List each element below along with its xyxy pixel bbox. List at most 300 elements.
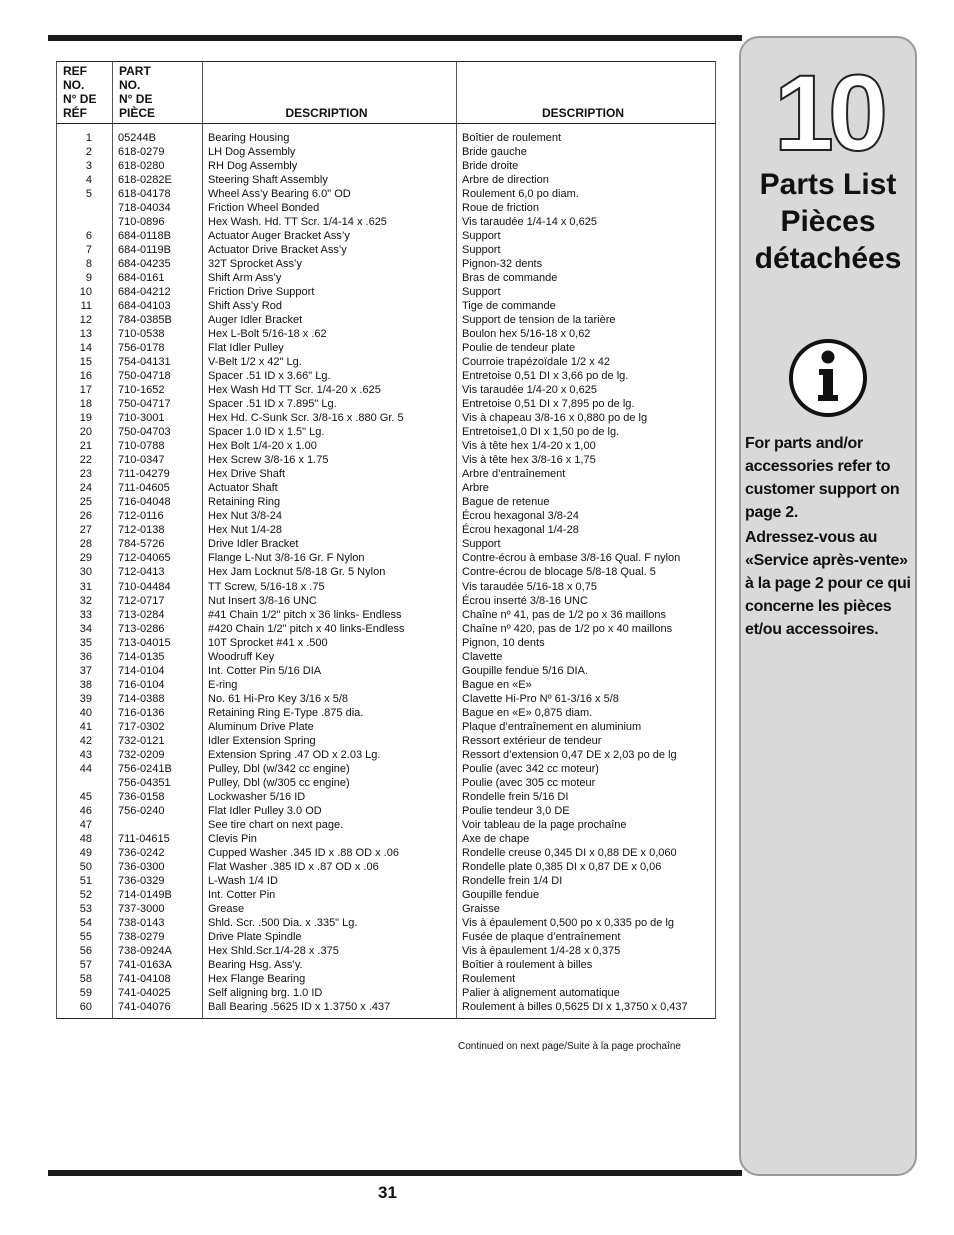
cell-description-fr: Arbre	[457, 481, 716, 495]
cell-ref-no: 53	[57, 902, 113, 916]
table-row	[57, 944, 716, 958]
table-row	[57, 467, 716, 481]
cell-description-fr: Vis à tête hex 3/8-16 x 1,75	[457, 453, 716, 467]
cell-ref-no: 25	[57, 495, 113, 509]
table-row	[57, 790, 716, 804]
cell-ref-no: 55	[57, 930, 113, 944]
cell-description-fr: Rondelle frein 5/16 DI	[457, 790, 716, 804]
cell-part-no: 712-0413	[113, 565, 203, 579]
cell-description-fr: Bras de commande	[457, 271, 716, 285]
table-row	[57, 495, 716, 509]
cell-description-fr: Vis taraudée 5/16-18 x 0,75	[457, 580, 716, 594]
table-row	[57, 341, 716, 355]
cell-ref-no: 14	[57, 341, 113, 355]
cell-part-no: 712-0717	[113, 594, 203, 608]
cell-description-en: Retaining Ring	[203, 495, 457, 509]
cell-description-en: #420 Chain 1/2" pitch x 40 links-Endless	[203, 622, 457, 636]
cell-description-fr: Arbre de direction	[457, 173, 716, 187]
table-row	[57, 537, 716, 551]
cell-ref-no: 46	[57, 804, 113, 818]
cell-part-no: 711-04279	[113, 467, 203, 481]
table-row	[57, 804, 716, 818]
table-row	[57, 397, 716, 411]
cell-part-no: 684-0119B	[113, 243, 203, 257]
cell-description-en: Hex Screw 3/8-16 x 1.75	[203, 453, 457, 467]
cell-part-no: 684-04103	[113, 299, 203, 313]
cell-part-no: 713-04015	[113, 636, 203, 650]
cell-ref-no: 56	[57, 944, 113, 958]
table-row	[57, 930, 716, 944]
cell-ref-no: 10	[57, 285, 113, 299]
cell-description-en: Actuator Drive Bracket Ass’y	[203, 243, 457, 257]
cell-description-fr: Rondelle creuse 0,345 DI x 0,88 DE x 0,060	[457, 846, 716, 860]
cell-part-no: 784-0385B	[113, 313, 203, 327]
cell-part-no: 714-0149B	[113, 888, 203, 902]
cell-part-no: 713-0284	[113, 608, 203, 622]
table-row	[57, 159, 716, 173]
cell-part-no: 684-04212	[113, 285, 203, 299]
cell-description-fr: Contre-écrou à embase 3/8-16 Qual. F nylon	[457, 551, 716, 565]
cell-part-no: 736-0242	[113, 846, 203, 860]
cell-ref-no: 60	[57, 1000, 113, 1019]
cell-part-no: 684-0118B	[113, 229, 203, 243]
cell-ref-no: 17	[57, 383, 113, 397]
table-row	[57, 678, 716, 692]
cell-part-no: 756-0178	[113, 341, 203, 355]
table-row	[57, 776, 716, 790]
table-row	[57, 145, 716, 159]
header-description-en: DESCRIPTION	[203, 62, 457, 124]
support-note-en: For parts and/or accessories refer to customer support on page 2.	[745, 435, 900, 521]
cell-part-no: 710-0896	[113, 215, 203, 229]
cell-ref-no: 38	[57, 678, 113, 692]
table-row	[57, 706, 716, 720]
cell-part-no: 738-0143	[113, 916, 203, 930]
cell-ref-no: 12	[57, 313, 113, 327]
table-row	[57, 369, 716, 383]
chapter-title-line-1: Parts List	[759, 168, 897, 201]
cell-description-fr: Écrou hexagonal 1/4-28	[457, 523, 716, 537]
cell-description-en: Flat Idler Pulley	[203, 341, 457, 355]
cell-description-en: Hex Hd. C-Sunk Scr. 3/8-16 x .880 Gr. 5	[203, 411, 457, 425]
header-description-fr: DESCRIPTION	[457, 62, 716, 124]
cell-part-no: 716-0104	[113, 678, 203, 692]
cell-description-fr: Écrou inserté 3/8-16 UNC	[457, 594, 716, 608]
cell-description-fr: Vis à chapeau 3/8-16 x 0,880 po de lg	[457, 411, 716, 425]
cell-description-fr: Roulement	[457, 972, 716, 986]
support-note-fr: Adressez-vous au «Service après-vente» à la page 2 pour ce qui concerne les pièces et/ou accessoires.	[745, 529, 911, 638]
cell-description-en: Hex Jam Locknut 5/8-18 Gr. 5 Nylon	[203, 565, 457, 579]
cell-description-en: Auger Idler Bracket	[203, 313, 457, 327]
chapter-sidebar	[739, 36, 917, 1176]
table-row	[57, 383, 716, 397]
cell-description-en: Clevis Pin	[203, 832, 457, 846]
cell-description-en: 32T Sprocket Ass’y	[203, 257, 457, 271]
cell-part-no: 716-0136	[113, 706, 203, 720]
cell-description-en: Grease	[203, 902, 457, 916]
table-row	[57, 355, 716, 369]
cell-ref-no: 57	[57, 958, 113, 972]
table-row	[57, 201, 716, 215]
cell-description-en: Hex Shld.Scr.1/4-28 x .375	[203, 944, 457, 958]
table-row	[57, 1000, 716, 1019]
cell-ref-no: 5	[57, 187, 113, 201]
cell-part-no: 741-04108	[113, 972, 203, 986]
cell-part-no: 736-0329	[113, 874, 203, 888]
table-header-row	[57, 62, 716, 124]
cell-ref-no: 23	[57, 467, 113, 481]
cell-description-en: Steering Shaft Assembly	[203, 173, 457, 187]
cell-description-en: Cupped Washer .345 ID x .88 OD x .06	[203, 846, 457, 860]
page-number: 31	[378, 1183, 397, 1202]
cell-description-en: Shift Arm Ass’y	[203, 271, 457, 285]
cell-description-fr: Boîtier de roulement	[457, 124, 716, 146]
cell-description-fr: Boulon hex 5/16-18 x 0,62	[457, 327, 716, 341]
cell-part-no: 732-0121	[113, 734, 203, 748]
cell-description-en: Flat Washer .385 ID x .87 OD x .06	[203, 860, 457, 874]
cell-description-fr: Bague en «E»	[457, 678, 716, 692]
cell-description-fr: Poulie (avec 305 cc moteur	[457, 776, 716, 790]
cell-description-fr: Boîtier à roulement à billes	[457, 958, 716, 972]
cell-description-en: V-Belt 1/2 x 42" Lg.	[203, 355, 457, 369]
cell-description-en: Spacer 1.0 ID x 1.5" Lg.	[203, 425, 457, 439]
table-row	[57, 874, 716, 888]
cell-description-fr: Support	[457, 537, 716, 551]
cell-description-en: Ball Bearing .5625 ID x 1.3750 x .437	[203, 1000, 457, 1019]
cell-ref-no: 58	[57, 972, 113, 986]
table-row	[57, 664, 716, 678]
table-row	[57, 734, 716, 748]
cell-description-fr: Goupille fendue 5/16 DIA.	[457, 664, 716, 678]
cell-ref-no: 15	[57, 355, 113, 369]
cell-part-no: 05244B	[113, 124, 203, 146]
cell-part-no: 710-0538	[113, 327, 203, 341]
table-row	[57, 594, 716, 608]
chapter-title	[741, 166, 915, 277]
table-row	[57, 124, 716, 146]
cell-description-en: Flat Idler Pulley 3.0 OD	[203, 804, 457, 818]
cell-description-fr: Goupille fendue	[457, 888, 716, 902]
cell-part-no: 750-04718	[113, 369, 203, 383]
cell-description-en: Lockwasher 5/16 ID	[203, 790, 457, 804]
cell-description-en: LH Dog Assembly	[203, 145, 457, 159]
table-row	[57, 608, 716, 622]
cell-description-en: Drive Idler Bracket	[203, 537, 457, 551]
cell-ref-no: 13	[57, 327, 113, 341]
cell-part-no: 741-04076	[113, 1000, 203, 1019]
cell-description-en: Shld. Scr. .500 Dia. x .335" Lg.	[203, 916, 457, 930]
parts-table	[56, 61, 716, 1019]
table-row	[57, 313, 716, 327]
parts-table-body	[57, 124, 716, 1019]
cell-description-en: Friction Drive Support	[203, 285, 457, 299]
cell-description-fr: Graisse	[457, 902, 716, 916]
table-row	[57, 271, 716, 285]
chapter-number: 10	[773, 52, 883, 173]
chapter-title-line-2: Pièces	[780, 205, 876, 238]
cell-description-en: Aluminum Drive Plate	[203, 720, 457, 734]
cell-description-fr: Ressort d’extension 0,47 DE x 2,03 po de lg	[457, 748, 716, 762]
cell-description-en: Hex Nut 1/4-28	[203, 523, 457, 537]
cell-description-en: Spacer .51 ID x 3.66" Lg.	[203, 369, 457, 383]
table-row	[57, 509, 716, 523]
cell-ref-no: 30	[57, 565, 113, 579]
cell-part-no: 618-04178	[113, 187, 203, 201]
cell-description-en: E-ring	[203, 678, 457, 692]
table-row	[57, 958, 716, 972]
cell-part-no: 710-0347	[113, 453, 203, 467]
cell-description-fr: Bride gauche	[457, 145, 716, 159]
cell-ref-no: 19	[57, 411, 113, 425]
cell-ref-no: 33	[57, 608, 113, 622]
cell-part-no: 756-04351	[113, 776, 203, 790]
cell-description-en: Friction Wheel Bonded	[203, 201, 457, 215]
cell-ref-no: 48	[57, 832, 113, 846]
cell-description-en: No. 61 Hi-Pro Key 3/16 x 5/8	[203, 692, 457, 706]
cell-ref-no: 37	[57, 664, 113, 678]
cell-description-fr: Chaîne nº 41, pas de 1/2 po x 36 maillons	[457, 608, 716, 622]
cell-description-fr: Courroie trapézoïdale 1/2 x 42	[457, 355, 716, 369]
cell-ref-no: 32	[57, 594, 113, 608]
cell-description-en: Hex L-Bolt 5/16-18 x .62	[203, 327, 457, 341]
cell-part-no: 732-0209	[113, 748, 203, 762]
table-row	[57, 860, 716, 874]
cell-ref-no: 1	[57, 124, 113, 146]
cell-part-no: 754-04131	[113, 355, 203, 369]
cell-description-fr: Clavette	[457, 650, 716, 664]
cell-description-fr: Roulement 6,0 po diam.	[457, 187, 716, 201]
header-ref-no: REF NO. N° DE RÉF	[57, 62, 113, 124]
cell-description-en: Spacer .51 ID x 7.895" Lg.	[203, 397, 457, 411]
cell-description-en: Retaining Ring E-Type .875 dia.	[203, 706, 457, 720]
cell-description-en: #41 Chain 1/2" pitch x 36 links- Endless	[203, 608, 457, 622]
cell-description-fr: Tige de commande	[457, 299, 716, 313]
cell-description-en: Woodruff Key	[203, 650, 457, 664]
cell-description-fr: Axe de chape	[457, 832, 716, 846]
cell-ref-no: 7	[57, 243, 113, 257]
cell-part-no: 714-0388	[113, 692, 203, 706]
cell-description-fr: Rondelle frein 1/4 DI	[457, 874, 716, 888]
cell-ref-no: 44	[57, 762, 113, 776]
cell-description-fr: Fusée de plaque d’entraînement	[457, 930, 716, 944]
cell-part-no: 684-0161	[113, 271, 203, 285]
cell-part-no: 738-0279	[113, 930, 203, 944]
cell-ref-no: 4	[57, 173, 113, 187]
cell-description-en: Hex Wash. Hd. TT Scr. 1/4-14 x .625	[203, 215, 457, 229]
cell-part-no: 711-04605	[113, 481, 203, 495]
cell-part-no: 750-04717	[113, 397, 203, 411]
cell-ref-no	[57, 201, 113, 215]
cell-description-fr: Pignon, 10 dents	[457, 636, 716, 650]
cell-part-no	[113, 818, 203, 832]
cell-ref-no: 3	[57, 159, 113, 173]
cell-ref-no: 6	[57, 229, 113, 243]
cell-ref-no: 49	[57, 846, 113, 860]
cell-description-fr: Écrou hexagonal 3/8-24	[457, 509, 716, 523]
table-row	[57, 846, 716, 860]
table-row	[57, 636, 716, 650]
cell-part-no: 712-0116	[113, 509, 203, 523]
cell-description-en: Pulley, Dbl (w/305 cc engine)	[203, 776, 457, 790]
cell-ref-no: 22	[57, 453, 113, 467]
table-row	[57, 187, 716, 201]
cell-description-fr: Contre-écrou de blocage 5/8-18 Qual. 5	[457, 565, 716, 579]
cell-description-fr: Support	[457, 243, 716, 257]
cell-description-fr: Vis à épaulement 1/4-28 x 0,375	[457, 944, 716, 958]
chapter-title-line-3: détachées	[754, 242, 902, 275]
cell-ref-no: 27	[57, 523, 113, 537]
table-row	[57, 720, 716, 734]
cell-description-en: Extension Spring .47 OD x 2.03 Lg.	[203, 748, 457, 762]
cell-part-no: 713-0286	[113, 622, 203, 636]
cell-description-en: Idler Extension Spring	[203, 734, 457, 748]
cell-part-no: 618-0279	[113, 145, 203, 159]
cell-description-en: Bearing Housing	[203, 124, 457, 146]
table-row	[57, 692, 716, 706]
cell-ref-no: 24	[57, 481, 113, 495]
cell-description-en: Int. Cotter Pin	[203, 888, 457, 902]
cell-part-no: 738-0924A	[113, 944, 203, 958]
cell-description-fr: Entretoise 0,51 DI x 7,895 po de lg.	[457, 397, 716, 411]
cell-part-no: 716-04048	[113, 495, 203, 509]
cell-description-en: RH Dog Assembly	[203, 159, 457, 173]
cell-part-no: 741-04025	[113, 986, 203, 1000]
cell-description-fr: Roulement à billes 0,5625 DI x 1,3750 x 0,437	[457, 1000, 716, 1019]
cell-ref-no: 8	[57, 257, 113, 271]
continued-note: Continued on next page/Suite à la page prochaîne	[458, 1041, 681, 1052]
cell-description-fr: Poulie (avec 342 cc moteur)	[457, 762, 716, 776]
table-row	[57, 173, 716, 187]
cell-description-fr: Bague de retenue	[457, 495, 716, 509]
cell-part-no: 717-0302	[113, 720, 203, 734]
cell-description-en: Shift Ass’y Rod	[203, 299, 457, 313]
cell-description-fr: Vis taraudée 1/4-14 x 0,625	[457, 215, 716, 229]
cell-ref-no: 59	[57, 986, 113, 1000]
cell-description-en: Actuator Auger Bracket Ass’y	[203, 229, 457, 243]
cell-part-no: 750-04703	[113, 425, 203, 439]
cell-description-en: Pulley, Dbl (w/342 cc engine)	[203, 762, 457, 776]
cell-description-en: Hex Bolt 1/4-20 x 1.00	[203, 439, 457, 453]
cell-part-no: 714-0104	[113, 664, 203, 678]
table-row	[57, 916, 716, 930]
table-row	[57, 650, 716, 664]
cell-part-no: 712-0138	[113, 523, 203, 537]
cell-description-fr: Bride droite	[457, 159, 716, 173]
cell-part-no: 784-5726	[113, 537, 203, 551]
table-row	[57, 551, 716, 565]
cell-part-no: 711-04615	[113, 832, 203, 846]
cell-ref-no: 2	[57, 145, 113, 159]
cell-ref-no: 35	[57, 636, 113, 650]
table-row	[57, 299, 716, 313]
cell-description-en: Int. Cotter Pin 5/16 DIA	[203, 664, 457, 678]
cell-ref-no	[57, 215, 113, 229]
cell-description-fr: Rondelle plate 0,385 DI x 0,87 DE x 0,06	[457, 860, 716, 874]
cell-description-en: Self aligning brg. 1.0 ID	[203, 986, 457, 1000]
cell-part-no: 718-04034	[113, 201, 203, 215]
table-row	[57, 453, 716, 467]
cell-description-fr: Vis taraudée 1/4-20 x 0,625	[457, 383, 716, 397]
cell-part-no: 741-0163A	[113, 958, 203, 972]
cell-ref-no	[57, 776, 113, 790]
table-row	[57, 888, 716, 902]
cell-description-fr: Poulie tendeur 3,0 DE	[457, 804, 716, 818]
cell-description-en: Flange L-Nut 3/8-16 Gr. F Nylon	[203, 551, 457, 565]
cell-part-no: 618-0280	[113, 159, 203, 173]
table-row	[57, 986, 716, 1000]
table-row	[57, 580, 716, 594]
cell-ref-no: 29	[57, 551, 113, 565]
table-row	[57, 622, 716, 636]
cell-description-en: Hex Drive Shaft	[203, 467, 457, 481]
table-row	[57, 215, 716, 229]
table-row	[57, 411, 716, 425]
cell-description-fr: Support	[457, 285, 716, 299]
cell-ref-no: 18	[57, 397, 113, 411]
cell-part-no: 618-0282E	[113, 173, 203, 187]
table-row	[57, 327, 716, 341]
cell-description-fr: Vis à épaulement 0,500 po x 0,335 po de lg	[457, 916, 716, 930]
cell-part-no: 684-04235	[113, 257, 203, 271]
cell-description-en: Nut Insert 3/8-16 UNC	[203, 594, 457, 608]
cell-ref-no: 52	[57, 888, 113, 902]
cell-description-fr: Roue de friction	[457, 201, 716, 215]
info-icon	[788, 338, 868, 418]
cell-ref-no: 16	[57, 369, 113, 383]
cell-ref-no: 47	[57, 818, 113, 832]
cell-description-fr: Arbre d’entraînement	[457, 467, 716, 481]
cell-ref-no: 51	[57, 874, 113, 888]
cell-description-fr: Support	[457, 229, 716, 243]
table-row	[57, 425, 716, 439]
cell-description-fr: Support de tension de la tarière	[457, 313, 716, 327]
cell-ref-no: 26	[57, 509, 113, 523]
cell-part-no: 737-3000	[113, 902, 203, 916]
cell-description-en: Actuator Shaft	[203, 481, 457, 495]
cell-part-no: 736-0300	[113, 860, 203, 874]
cell-description-en: L-Wash 1/4 ID	[203, 874, 457, 888]
cell-ref-no: 28	[57, 537, 113, 551]
cell-description-en: Drive Plate Spindle	[203, 930, 457, 944]
table-row	[57, 902, 716, 916]
cell-ref-no: 50	[57, 860, 113, 874]
cell-description-en: Hex Wash Hd TT Scr. 1/4-20 x .625	[203, 383, 457, 397]
cell-description-en: 10T Sprocket #41 x .500	[203, 636, 457, 650]
cell-ref-no: 41	[57, 720, 113, 734]
table-row	[57, 832, 716, 846]
cell-ref-no: 36	[57, 650, 113, 664]
table-row	[57, 243, 716, 257]
cell-description-fr: Entretoise 0,51 DI x 3,66 po de lg.	[457, 369, 716, 383]
cell-part-no: 756-0241B	[113, 762, 203, 776]
table-row	[57, 257, 716, 271]
cell-ref-no: 42	[57, 734, 113, 748]
table-row	[57, 565, 716, 579]
cell-part-no: 710-1652	[113, 383, 203, 397]
cell-part-no: 714-0135	[113, 650, 203, 664]
top-rule	[48, 35, 742, 41]
table-row	[57, 818, 716, 832]
cell-part-no: 756-0240	[113, 804, 203, 818]
table-row	[57, 439, 716, 453]
cell-ref-no: 45	[57, 790, 113, 804]
cell-description-fr: Bague en «E» 0,875 diam.	[457, 706, 716, 720]
cell-ref-no: 20	[57, 425, 113, 439]
cell-description-en: Wheel Ass’y Bearing 6.0" OD	[203, 187, 457, 201]
cell-part-no: 710-0788	[113, 439, 203, 453]
cell-description-fr: Entretoise1,0 DI x 1,50 po de lg.	[457, 425, 716, 439]
table-row	[57, 285, 716, 299]
